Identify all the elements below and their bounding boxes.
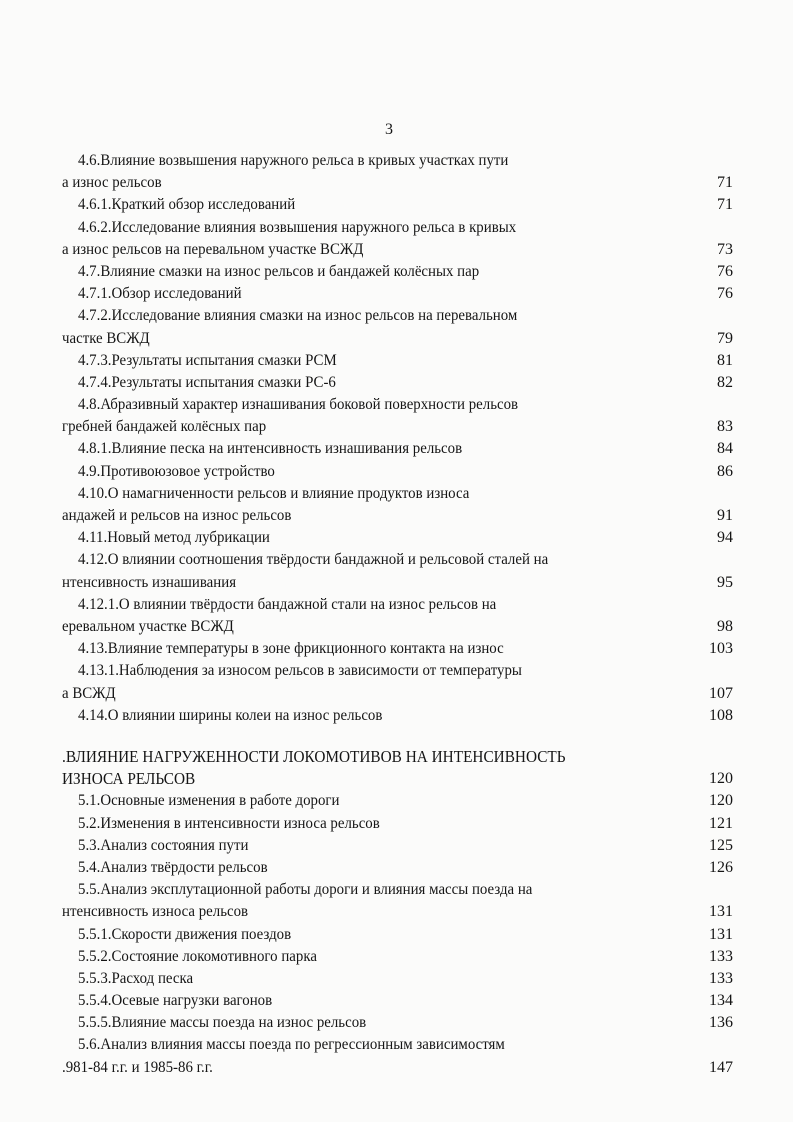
toc-entry-page: 86: [717, 462, 733, 480]
toc-entry-title: 4.13.1.Наблюдения за износом рельсов в зависимости от температуры: [78, 662, 522, 680]
toc-entry-title: а ВСЖД: [62, 684, 116, 702]
toc-entry: [0, 394, 793, 416]
toc-entry: [0, 572, 793, 594]
toc-entry-title: 4.7.3.Результаты испытания смазки РСМ: [78, 351, 337, 369]
toc-entry-title: 4.12.1.О влиянии твёрдости бандажной стали на износ рельсов на: [78, 595, 497, 613]
toc-entry: [0, 901, 793, 923]
toc-entry-title: 5.4.Анализ твёрдости рельсов: [78, 858, 268, 876]
toc-entry-title: нтенсивность износа рельсов: [62, 903, 249, 921]
toc-entry: [0, 616, 793, 638]
toc-entry-page: 94: [717, 529, 733, 547]
toc-entry-page: 131: [709, 903, 733, 921]
toc-entry-title: 5.2.Изменения в интенсивности износа рельсов: [78, 814, 380, 832]
toc-entry-page: 84: [717, 440, 733, 458]
toc-entry-title: 5.5.3.Расход песка: [78, 969, 194, 987]
toc-entry-title: 4.12.О влиянии соотношения твёрдости бандажной и рельсовой сталей на: [78, 551, 549, 569]
toc-entry: [0, 172, 793, 194]
toc-entry: [0, 790, 793, 812]
toc-entry-title: 4.7.4.Результаты испытания смазки РС-6: [78, 373, 336, 391]
toc-entry-page: 91: [717, 507, 733, 524]
toc-entry-title: 5.3.Анализ состояния пути: [78, 836, 249, 854]
toc-entry: [0, 968, 793, 990]
toc-entry-title: гребней бандажей колёсных пар: [62, 418, 267, 436]
toc-entry-title: ИЗНОСА РЕЛЬСОВ: [62, 769, 196, 789]
toc-entry: [0, 505, 793, 527]
toc-entry-page: 133: [709, 947, 733, 965]
toc-entry: [0, 946, 793, 968]
toc-entry-page: 121: [709, 814, 733, 832]
toc-entry: [0, 150, 793, 172]
toc-entry-page: 147: [709, 1058, 733, 1076]
toc-entry-title: 4.9.Противоюзовое устройство: [78, 462, 275, 480]
toc-entry: [0, 438, 793, 460]
toc-entry: [0, 527, 793, 549]
toc-entry-title: 4.6.Влияние возвышения наружного рельса в кривых участках пути: [78, 152, 509, 169]
toc-entry-page: 120: [709, 770, 733, 788]
toc-entry: [0, 416, 793, 438]
toc-entry-page: 107: [709, 684, 733, 702]
toc-entry: [0, 638, 793, 660]
toc-entry-title: 4.11.Новый метод лубрикации: [78, 529, 270, 547]
toc-entry: [0, 857, 793, 879]
toc-entry-title: нтенсивность изнашивания: [62, 573, 237, 591]
toc-entry-title: 4.7.1.Обзор исследований: [78, 285, 242, 303]
toc-entry-title: 4.8.Абразивный характер изнашивания боковой поверхности рельсов: [78, 396, 519, 414]
toc-entry-title: а износ рельсов: [62, 174, 162, 192]
toc-entry-page: 126: [709, 858, 733, 876]
toc-entry: [0, 461, 793, 483]
toc-entry-title: андажей и рельсов на износ рельсов: [62, 507, 292, 524]
toc-entry-page: 82: [717, 373, 733, 391]
toc-entry-page: 133: [709, 969, 733, 987]
toc-entry-page: 103: [709, 640, 733, 658]
toc-entry: [0, 328, 793, 350]
toc-entry-title: .981-84 г.г. и 1985-86 г.г.: [62, 1058, 213, 1076]
toc-entry-title: 5.5.Анализ эксплутационной работы дороги и влияния массы поезда на: [78, 881, 533, 899]
toc-entry-page: 98: [717, 617, 733, 635]
toc-entry-title: еревальном участке ВСЖД: [62, 617, 234, 635]
toc-entry-title: 4.8.1.Влияние песка на интенсивность изнашивания рельсов: [78, 440, 463, 458]
toc-entry-page: 136: [709, 1014, 733, 1032]
toc-entry-title: частке ВСЖД: [62, 329, 150, 347]
toc-entry: [0, 283, 793, 305]
toc-entry-page: 71: [717, 196, 733, 214]
toc-entry: [0, 1057, 793, 1079]
toc-entry: [0, 924, 793, 946]
toc-entry-page: 71: [717, 174, 733, 192]
toc-entry: [0, 835, 793, 857]
toc-entry-page: 125: [709, 836, 733, 854]
toc-entry-title: 4.7.2.Исследование влияния смазки на износ рельсов на перевальном: [78, 307, 518, 325]
toc-entry: [0, 990, 793, 1012]
toc-entry-title: 5.5.4.Осевые нагрузки вагонов: [78, 992, 273, 1010]
toc-entry: [0, 746, 793, 768]
toc-entry-title: 4.6.2.Исследование влияния возвышения наружного рельса в кривых: [78, 218, 517, 236]
toc-entry-title: 5.5.1.Скорости движения поездов: [78, 925, 292, 943]
toc-entry: [0, 372, 793, 394]
toc-entry: [0, 768, 793, 790]
toc-entry-page: 79: [717, 329, 733, 347]
toc-entry-page: 95: [717, 573, 733, 591]
toc-entry-page: 76: [717, 285, 733, 303]
toc-entry: [0, 594, 793, 616]
toc-entry: [0, 239, 793, 261]
toc-entry-title: 5.5.2.Состояние локомотивного парка: [78, 947, 317, 965]
toc-entry-title: 5.1.Основные изменения в работе дороги: [78, 792, 340, 810]
toc-entry-page: 81: [717, 351, 733, 369]
toc-section-4: [0, 150, 793, 727]
toc-entry-page: 134: [709, 992, 733, 1010]
toc-entry: [0, 879, 793, 901]
toc-entry: [0, 660, 793, 682]
toc-entry-title: 5.5.5.Влияние массы поезда на износ рельсов: [78, 1014, 367, 1032]
toc-entry-page: 73: [717, 240, 733, 258]
toc-section-5: [0, 746, 793, 1079]
toc-entry-page: 76: [717, 262, 733, 280]
toc-entry: [0, 261, 793, 283]
toc-entry-title: 4.7.Влияние смазки на износ рельсов и бандажей колёсных пар: [78, 262, 480, 280]
toc-entry: [0, 549, 793, 571]
toc-entry-title: 5.6.Анализ влияния массы поезда по регрессионным зависимостям: [78, 1036, 505, 1054]
toc-entry-title: .ВЛИЯНИЕ НАГРУЖЕННОСТИ ЛОКОМОТИВОВ НА ИНТЕНСИВНОСТЬ: [62, 747, 566, 766]
toc-entry-page: 131: [709, 925, 733, 943]
toc-entry-page: 83: [717, 418, 733, 436]
toc-entry: [0, 813, 793, 835]
toc-entry: [0, 483, 793, 505]
page-number: 3: [385, 121, 393, 138]
toc-entry-title: 4.6.1.Краткий обзор исследований: [78, 196, 296, 214]
toc-entry: [0, 705, 793, 727]
toc-entry: [0, 1012, 793, 1034]
toc-entry: [0, 305, 793, 327]
toc-entry-page: 108: [709, 706, 733, 724]
toc-entry: [0, 217, 793, 239]
toc-entry-title: 4.14.О влиянии ширины колеи на износ рельсов: [78, 706, 383, 724]
toc-entry-page: 120: [709, 792, 733, 810]
toc-entry-title: 4.13.Влияние температуры в зоне фрикционного контакта на износ: [78, 640, 504, 658]
toc-entry: [0, 194, 793, 216]
toc-entry: [0, 350, 793, 372]
toc-entry: [0, 1034, 793, 1056]
toc-entry-title: а износ рельсов на перевальном участке ВСЖД: [62, 240, 364, 258]
toc-entry: [0, 683, 793, 705]
toc-entry-title: 4.10.О намагниченности рельсов и влияние продуктов износа: [78, 484, 470, 502]
